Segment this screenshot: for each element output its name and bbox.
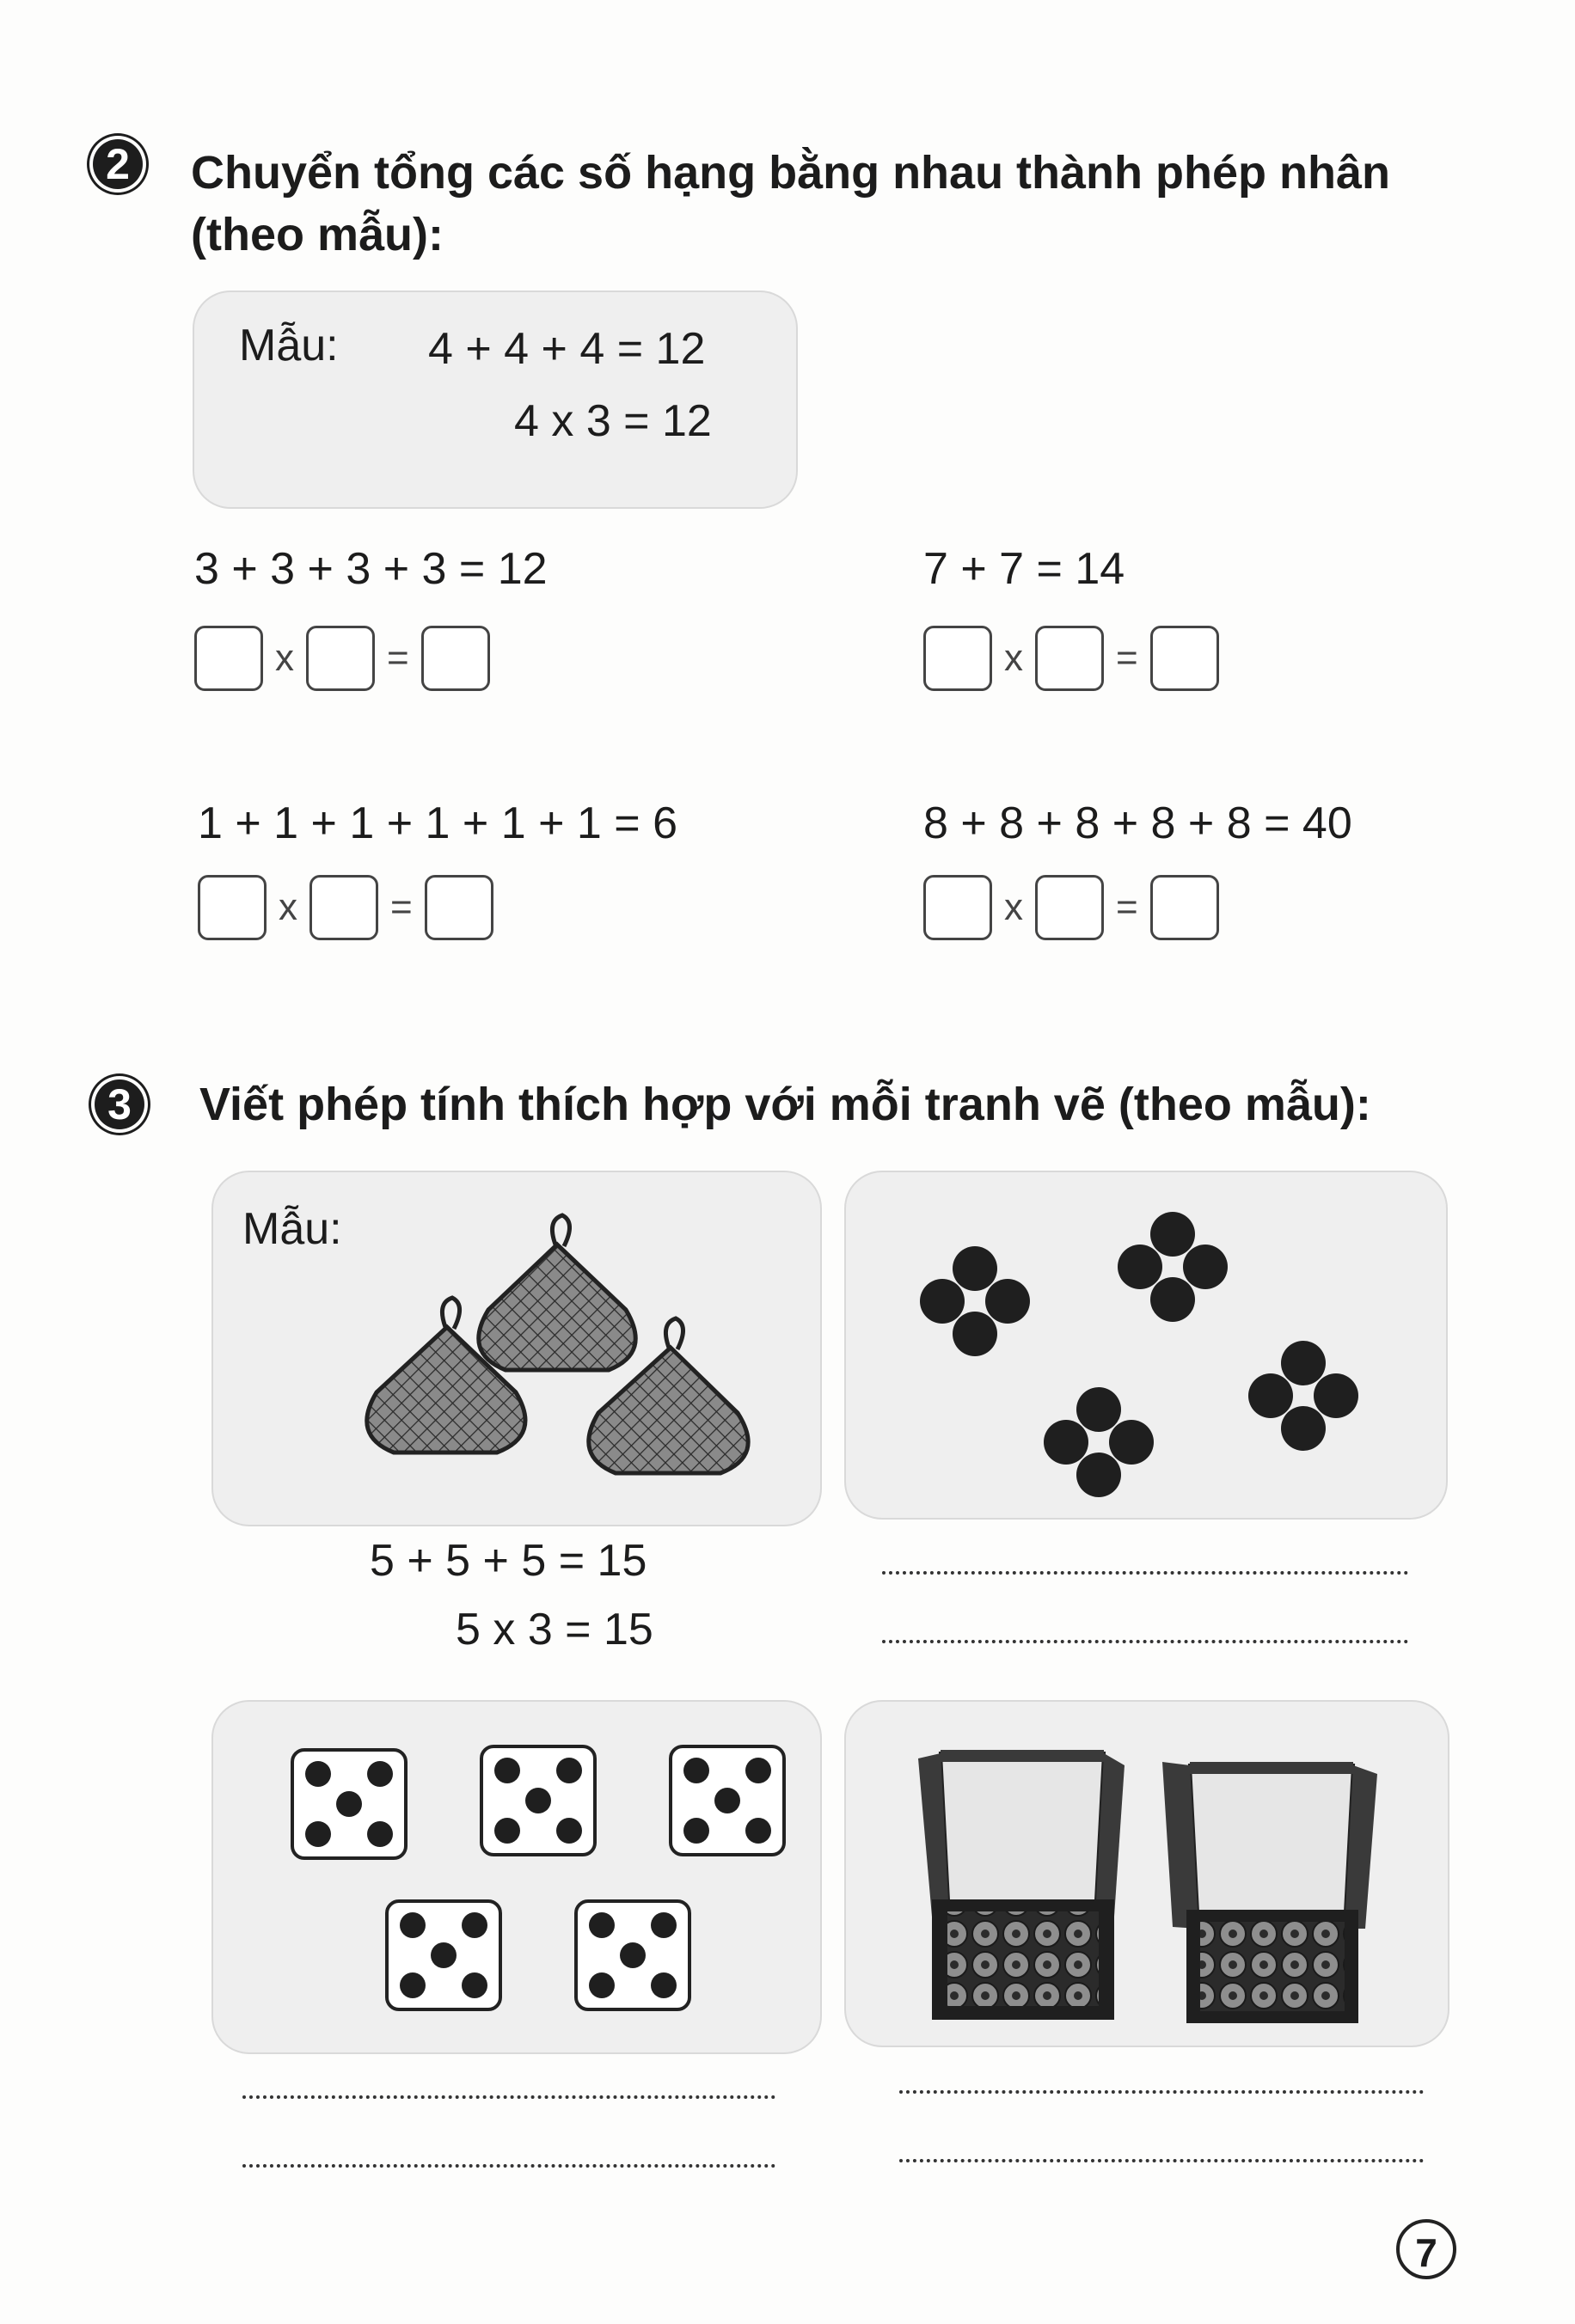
exercise-2-item-4-answer: [923, 875, 1219, 940]
times-sign: x: [1004, 886, 1023, 928]
exercise-2-number: 2: [93, 139, 143, 189]
dot-flower-icon: [920, 1246, 1030, 1356]
exercise-2-item-2-answer: [923, 626, 1219, 691]
die-five-icon: [291, 1748, 408, 1860]
die-five-icon: [385, 1899, 502, 2011]
exercise-2-item-3-sum: 1 + 1 + 1 + 1 + 1 + 1 = 6: [198, 798, 678, 848]
exercise-2-title-line2: (theo mẫu):: [191, 209, 444, 260]
picture-panel-donut-boxes: [844, 1700, 1449, 2047]
exercise-3-sample-product: 5 x 3 = 15: [456, 1605, 653, 1654]
answer-box-factor-2[interactable]: [1035, 875, 1104, 940]
picture-panel-net-bags: [211, 1171, 822, 1526]
net-bag-icon: [479, 1215, 636, 1370]
answer-line-dice-product[interactable]: [242, 2164, 775, 2168]
die-five-icon: [480, 1745, 597, 1856]
answer-box-factor-2[interactable]: [309, 875, 378, 940]
answer-box-factor-2[interactable]: [306, 626, 375, 691]
exercise-2-item-1-sum: 3 + 3 + 3 + 3 = 12: [194, 544, 548, 594]
answer-box-factor-1[interactable]: [194, 626, 263, 691]
equals-sign: =: [390, 886, 413, 928]
answer-box-product[interactable]: [1150, 875, 1219, 940]
times-sign: x: [1004, 637, 1023, 679]
donut-box-icon: [918, 1750, 1125, 2020]
answer-line-dot-flowers-product[interactable]: [882, 1640, 1408, 1643]
donut-boxes-illustration: [846, 1702, 1448, 2046]
exercise-3-number: 3: [95, 1079, 144, 1129]
equals-sign: =: [387, 637, 409, 679]
equals-sign: =: [1116, 886, 1138, 928]
answer-line-donut-boxes-product[interactable]: [899, 2159, 1424, 2162]
dot-flower-icon: [1248, 1341, 1358, 1451]
equals-sign: =: [1116, 637, 1138, 679]
page-number: 7: [1396, 2219, 1456, 2279]
exercise-2-item-4-sum: 8 + 8 + 8 + 8 + 8 = 40: [923, 798, 1352, 848]
times-sign: x: [279, 886, 297, 928]
die-five-icon: [669, 1745, 786, 1856]
exercise-3-title: Viết phép tính thích hợp với mỗi tranh vẽ (theo mẫu):: [199, 1079, 1371, 1130]
answer-box-product[interactable]: [421, 626, 490, 691]
dot-flower-icon: [1118, 1212, 1228, 1322]
answer-box-factor-1[interactable]: [198, 875, 267, 940]
exercise-2-item-1-answer: [194, 626, 490, 691]
answer-box-factor-1[interactable]: [923, 875, 992, 940]
answer-box-factor-1[interactable]: [923, 626, 992, 691]
exercise-3-sample-sum: 5 + 5 + 5 = 15: [370, 1536, 647, 1586]
answer-line-dot-flowers-sum[interactable]: [882, 1571, 1408, 1575]
answer-line-dice-sum[interactable]: [242, 2095, 775, 2099]
die-five-icon: [574, 1899, 691, 2011]
donut-box-icon: [1162, 1762, 1377, 2023]
net-bags-illustration: [325, 1207, 806, 1516]
exercise-2-sample-product: 4 x 3 = 12: [514, 396, 712, 446]
answer-box-product[interactable]: [425, 875, 493, 940]
exercise-3-sample-label: Mẫu:: [242, 1204, 342, 1254]
answer-box-product[interactable]: [1150, 626, 1219, 691]
exercise-2-title-line1: Chuyển tổng các số hạng bằng nhau thành phép nhân: [191, 147, 1391, 199]
exercise-2-sample-sum: 4 + 4 + 4 = 12: [428, 324, 706, 374]
dot-flowers-illustration: [846, 1172, 1446, 1518]
exercise-2-sample-label: Mẫu:: [239, 321, 339, 370]
answer-box-factor-2[interactable]: [1035, 626, 1104, 691]
exercise-2-item-3-answer: [198, 875, 493, 940]
picture-panel-dot-flowers: [844, 1171, 1448, 1520]
dot-flower-icon: [1044, 1387, 1154, 1497]
answer-line-donut-boxes-sum[interactable]: [899, 2090, 1424, 2094]
exercise-2-item-2-sum: 7 + 7 = 14: [923, 544, 1125, 594]
times-sign: x: [275, 637, 294, 679]
picture-panel-dice: [211, 1700, 822, 2054]
